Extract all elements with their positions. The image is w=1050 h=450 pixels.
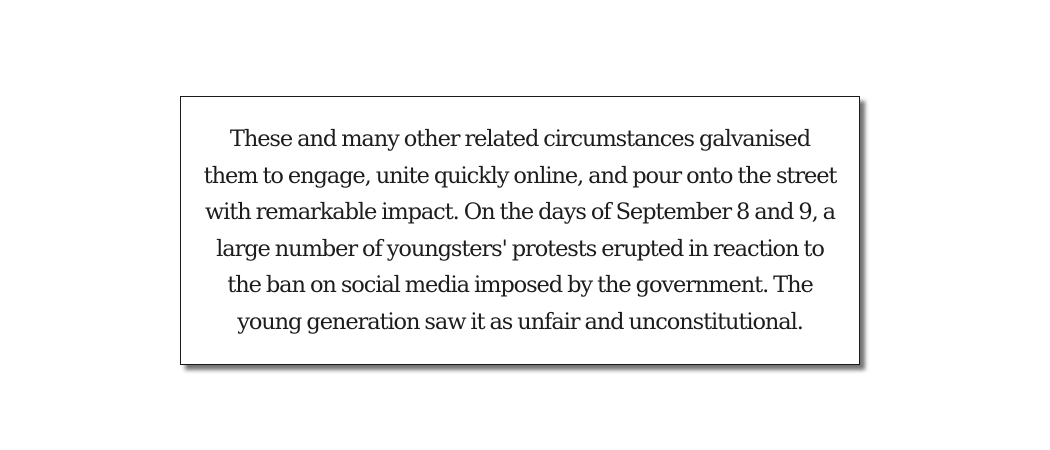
quote-line-1: These and many other related circumstances galvanised (229, 126, 811, 152)
quote-line-2: them to engage, unite quickly online, and pour onto the street (203, 162, 837, 189)
quote-line-3: with remarkable impact. On the days of September 8 and 9, a (205, 199, 835, 225)
quote-line-6: young generation saw it as unfair and unconstitutional. (237, 308, 803, 335)
quote-line-5: the ban on social media imposed by the government. The (227, 272, 813, 298)
quote-line-4: large number of youngsters' protests erupted in reaction to (216, 235, 824, 262)
quote-box (180, 96, 860, 365)
